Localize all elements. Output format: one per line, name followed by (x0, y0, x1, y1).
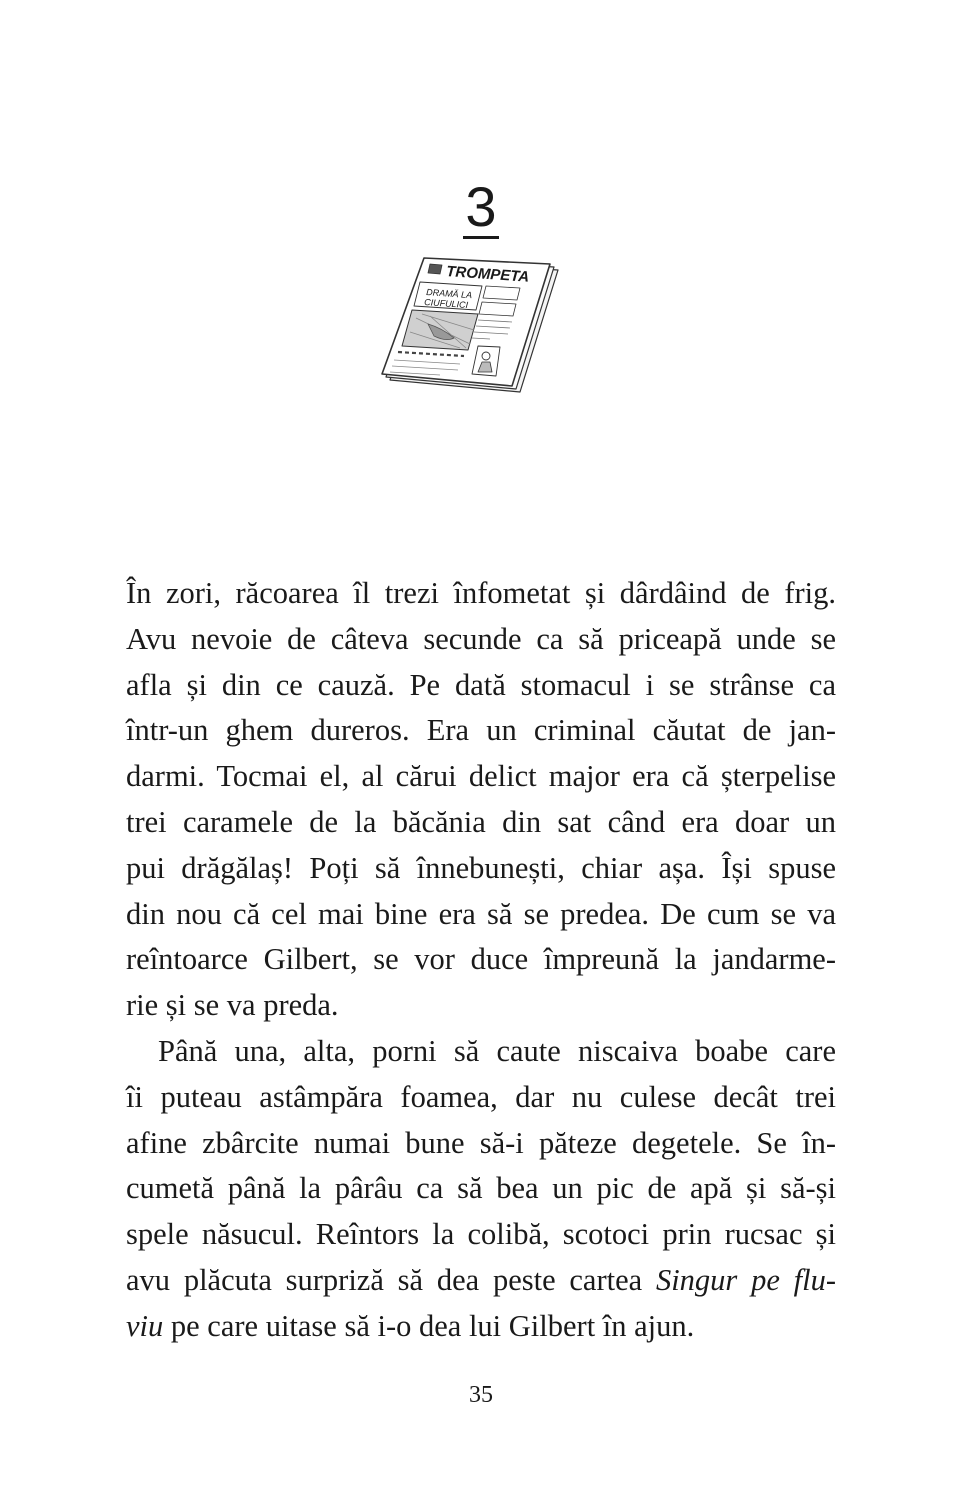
text-line (126, 1258, 836, 1304)
newspaper-icon (370, 252, 566, 398)
text-line: Până una, alta, porni să caute niscaiva boabe care (158, 1033, 836, 1068)
text-line-part: pe care uitase să i-o dea lui Gilbert în ajun. (163, 1308, 695, 1343)
text-line: afla și din ce cauză. Pe dată stomacul i se strânse ca (126, 667, 836, 702)
newspaper-headline-line2: CIUFULICI (423, 297, 469, 311)
paragraph-1 (126, 571, 836, 1029)
newspaper-masthead: TROMPETA (445, 263, 530, 286)
paragraph-2 (126, 1029, 836, 1350)
book-title-part-2: viu (126, 1308, 164, 1343)
text-line: rie și se va preda. (126, 988, 339, 1023)
book-title-part-1: Singur pe flu- (655, 1262, 836, 1297)
text-line: din nou că cel mai bine era să se predea. De cum se va (126, 896, 836, 931)
page-number: 35 (469, 1382, 493, 1408)
text-line: Avu nevoie de câteva secunde ca să priceapă unde se (126, 621, 836, 656)
text-line: afine zbârcite numai bune să-i păteze degetele. Se în- (126, 1125, 836, 1160)
text-line: reîntoarce Gilbert, se vor duce împreună la jandarme- (126, 942, 836, 977)
text-line: spele năsucul. Reîntors la colibă, scotoci prin rucsac și (126, 1217, 836, 1252)
chapter-number (0, 172, 962, 242)
text-line: îi puteau astâmpăra foamea, dar nu culese decât trei (126, 1079, 836, 1114)
text-line: într-un ghem dureros. Era un criminal căutat de jan- (126, 713, 836, 748)
text-line: pui drăgălaș! Poți să înnebunești, chiar așa. Își spuse (126, 850, 836, 885)
newspaper-headline-line1: DRAMĂ LA (425, 287, 473, 301)
text-line: trei caramele de la băcănia din sat când era doar un (126, 804, 836, 839)
text-line: cumetă până la pârâu ca să bea un pic de apă și să-și (126, 1171, 836, 1206)
text-line: În zori, răcoarea îl trezi înfometat și dârdâind de frig. (126, 576, 836, 610)
text-line-part: avu plăcuta surpriză să dea peste cartea (126, 1262, 656, 1297)
chapter-number-text: 3 (465, 175, 497, 238)
body-text (126, 571, 836, 1350)
text-line: darmi. Tocmai el, al cărui delict major era că șterpelise (126, 759, 836, 794)
text-line (126, 1304, 836, 1350)
